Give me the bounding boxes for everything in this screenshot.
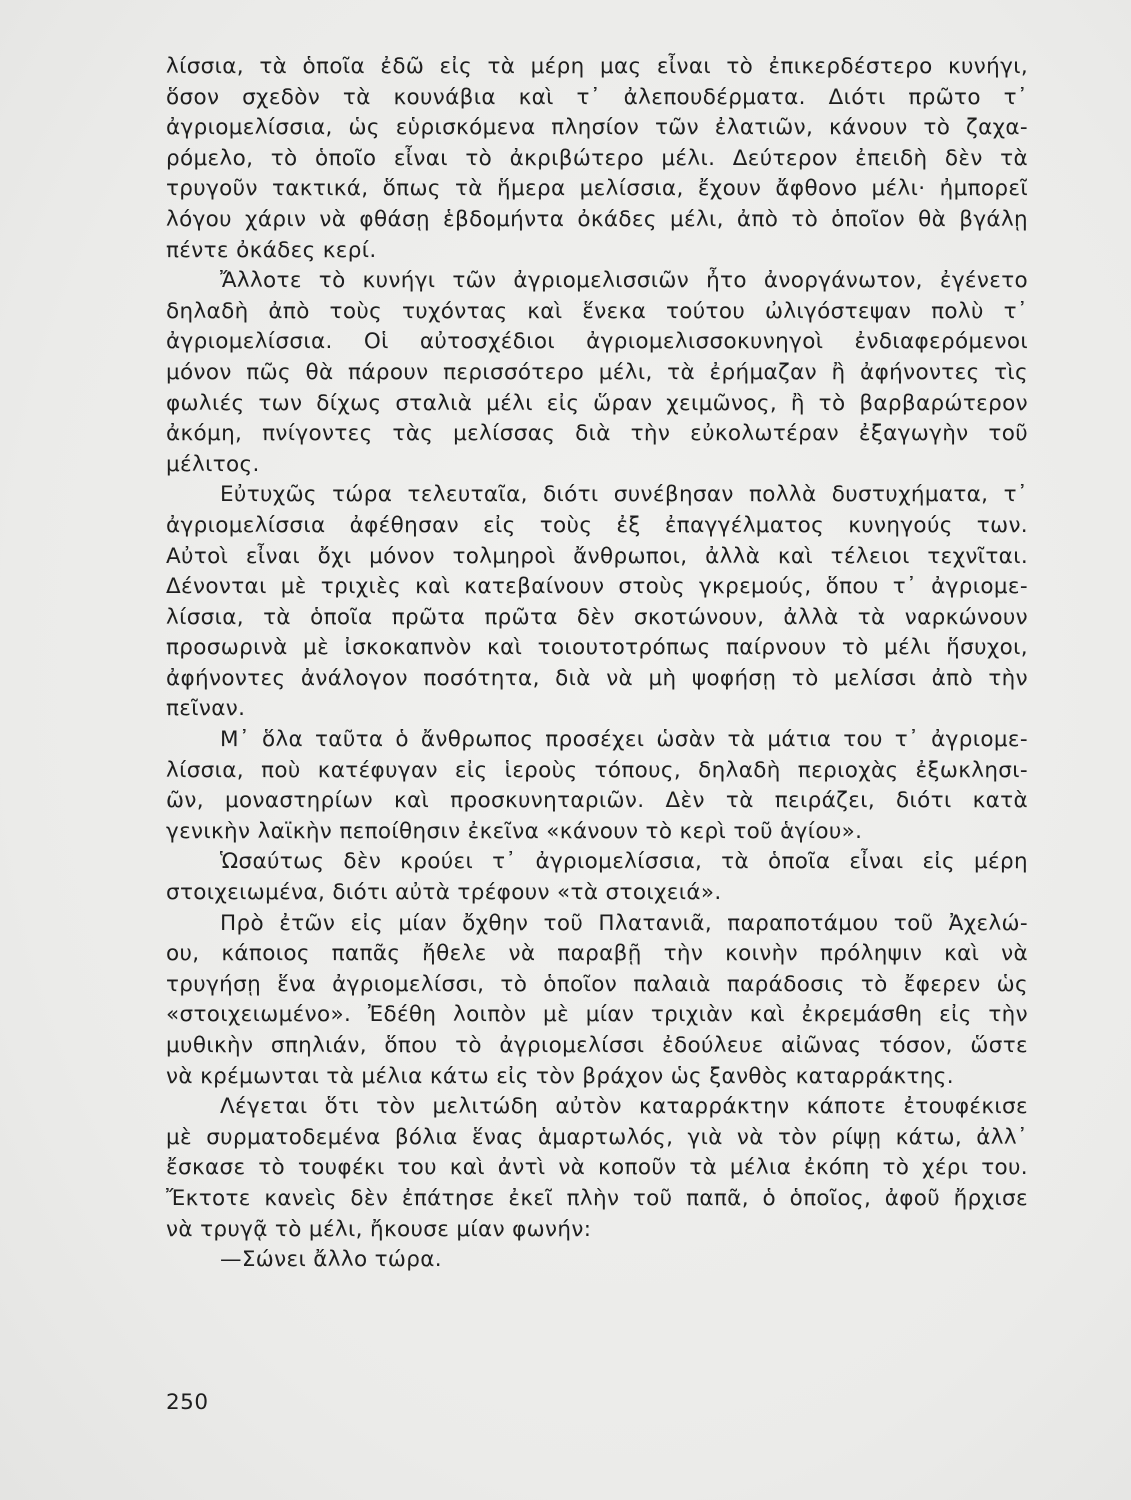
text-line: Δένονται μὲ τριχιὲς καὶ κατεβαίνουν στοὺς γκρεμούς, ὅπου τ᾽ ἀγριομε- bbox=[166, 574, 1028, 600]
text-line: Λέγεται ὅτι τὸν μελιτώδη αὐτὸν καταρράκτην κάποτε ἐτουφέκισε bbox=[220, 1094, 1028, 1120]
text-line: Ἄλλοτε τὸ κυνήγι τῶν ἀγριομελισσιῶν ἦτο ἀνοργάνωτον, ἐγένετο bbox=[220, 268, 1028, 294]
text-line: ἀγριομελίσσια. Οἱ αὐτοσχέδιοι ἀγριομελισσοκυνηγοὶ ἐνδιαφερόμενοι bbox=[166, 329, 1028, 355]
body-text bbox=[166, 52, 1028, 1276]
text-line: λίσσια, ποὺ κατέφυγαν εἰς ἱεροὺς τόπους, δηλαδὴ περιοχὰς ἐξωκλησι- bbox=[166, 757, 1028, 783]
text-line: Μ᾽ ὅλα ταῦτα ὁ ἄνθρωπος προσέχει ὡσὰν τὰ μάτια του τ᾽ ἀγριομε- bbox=[220, 727, 1028, 753]
text-line: ἀγριομελίσσια ἀφέθησαν εἰς τοὺς ἐξ ἐπαγγέλματος κυνηγούς των. bbox=[166, 512, 1028, 538]
text-line: Εὐτυχῶς τώρα τελευταῖα, διότι συνέβησαν πολλὰ δυστυχήματα, τ᾽ bbox=[220, 482, 1028, 508]
text-line: Αὐτοὶ εἶναι ὄχι μόνον τολμηροὶ ἄνθρωποι, ἀλλὰ καὶ τέλειοι τεχνῖται. bbox=[166, 543, 1028, 569]
text-line: τρυγήσῃ ἕνα ἀγριομελίσσι, τὸ ὁποῖον παλαιὰ παράδοσις τὸ ἔφερεν ὡς bbox=[166, 971, 1028, 997]
text-line: νὰ κρέμωνται τὰ μέλια κάτω εἰς τὸν βράχον ὡς ξανθὸς καταρράκτης. bbox=[166, 1063, 954, 1089]
text-line: μὲ συρματοδεμένα βόλια ἕνας ἁμαρτωλός, γιὰ νὰ τὸν ρίψῃ κάτω, ἀλλ᾽ bbox=[166, 1124, 1028, 1150]
text-line: ἀφήνοντες ἀνάλογον ποσότητα, διὰ νὰ μὴ ψοφήσῃ τὸ μελίσσι ἀπὸ τὴν bbox=[166, 665, 1028, 691]
text-line: μυθικὴν σπηλιάν, ὅπου τὸ ἀγριομελίσσι ἐδούλευε αἰῶνας τόσον, ὥστε bbox=[166, 1033, 1028, 1058]
text-line: προσωρινὰ μὲ ἰσκοκαπνὸν καὶ τοιουτοτρόπως παίρνουν τὸ μέλι ἥσυχοι, bbox=[166, 635, 1028, 661]
text-line: «στοιχειωμένο». Ἐδέθη λοιπὸν μὲ μίαν τριχιὰν καὶ ἐκρεμάσθη εἰς τὴν bbox=[166, 1002, 1028, 1028]
text-line: ὅσον σχεδὸν τὰ κουνάβια καὶ τ᾽ ἀλεπουδέρματα. Διότι πρῶτο τ᾽ bbox=[166, 84, 1028, 110]
text-line: Ἔκτοτε κανεὶς δὲν ἐπάτησε ἐκεῖ πλὴν τοῦ παπᾶ, ὁ ὁποῖος, ἀφοῦ ἤρχισε bbox=[166, 1185, 1028, 1211]
text-line: τρυγοῦν τακτικά, ὅπως τὰ ἥμερα μελίσσια, ἔχουν ἄφθονο μέλι· ἠμπορεῖ bbox=[166, 176, 1028, 202]
text-line: ῶν, μοναστηρίων καὶ προσκυνηταριῶν. Δὲν τὰ πειράζει, διότι κατὰ bbox=[166, 788, 1028, 814]
text-line: ρόμελο, τὸ ὁποῖο εἶναι τὸ ἀκριβώτερο μέλι. Δεύτερον ἐπειδὴ δὲν τὰ bbox=[166, 145, 1028, 171]
text-line: γενικὴν λαϊκὴν πεποίθησιν ἐκεῖνα «κάνουν τὸ κερὶ τοῦ ἁγίου». bbox=[166, 818, 863, 844]
text-line: Ὡσαύτως δὲν κρούει τ᾽ ἀγριομελίσσια, τὰ ὁποῖα εἶναι εἰς μέρη bbox=[220, 849, 1028, 875]
text-line: στοιχειωμένα, διότι αὐτὰ τρέφουν «τὰ στοιχειά». bbox=[166, 880, 722, 906]
text-line: ου, κάποιος παπᾶς ἤθελε νὰ παραβῇ τὴν κοινὴν πρόληψιν καὶ νὰ bbox=[166, 941, 1028, 967]
text-line: λίσσια, τὰ ὁποῖα ἐδῶ εἰς τὰ μέρη μας εἶναι τὸ ἐπικερδέστερο κυνήγι, bbox=[166, 54, 1028, 79]
text-line: ἀγριομελίσσια, ὡς εὑρισκόμενα πλησίον τῶν ἐλατιῶν, κάνουν τὸ ζαχα- bbox=[166, 115, 1028, 141]
text-line: φωλιές των δίχως σταλιὰ μέλι εἰς ὥραν χειμῶνος, ἢ τὸ βαρβαρώτερον bbox=[166, 390, 1028, 416]
text-line: μόνον πῶς θὰ πάρουν περισσότερο μέλι, τὰ ἐρήμαζαν ἢ ἀφήνοντες τὶς bbox=[166, 359, 1028, 385]
text-line: νὰ τρυγᾷ τὸ μέλι, ἤκουσε μίαν φωνήν: bbox=[166, 1216, 592, 1242]
text-line: δηλαδὴ ἀπὸ τοὺς τυχόντας καὶ ἕνεκα τούτου ὠλιγόστεψαν πολὺ τ᾽ bbox=[166, 298, 1028, 324]
text-line: λίσσια, τὰ ὁποῖα πρῶτα πρῶτα δὲν σκοτώνουν, ἀλλὰ τὰ ναρκώνουν bbox=[166, 604, 1028, 630]
text-line: πέντε ὀκάδες κερί. bbox=[166, 237, 377, 263]
text-line: —Σώνει ἄλλο τώρα. bbox=[220, 1247, 442, 1273]
text-line: πεῖναν. bbox=[166, 696, 246, 722]
text-line: Πρὸ ἐτῶν εἰς μίαν ὄχθην τοῦ Πλατανιᾶ, παραποτάμου τοῦ Ἀχελώ- bbox=[220, 910, 1028, 936]
text-line: λόγου χάριν νὰ φθάσῃ ἑβδομήντα ὀκάδες μέλι, ἀπὸ τὸ ὁποῖον θὰ βγάλῃ bbox=[166, 206, 1028, 232]
text-line: μέλιτος. bbox=[166, 451, 260, 477]
page-number: 250 bbox=[166, 1390, 209, 1415]
text-line: ἔσκασε τὸ τουφέκι του καὶ ἀντὶ νὰ κοποῦν τὰ μέλια ἐκόπη τὸ χέρι του. bbox=[166, 1155, 1028, 1181]
text-line: ἀκόμη, πνίγοντες τὰς μελίσσας διὰ τὴν εὐκολωτέραν ἐξαγωγὴν τοῦ bbox=[166, 421, 1028, 447]
